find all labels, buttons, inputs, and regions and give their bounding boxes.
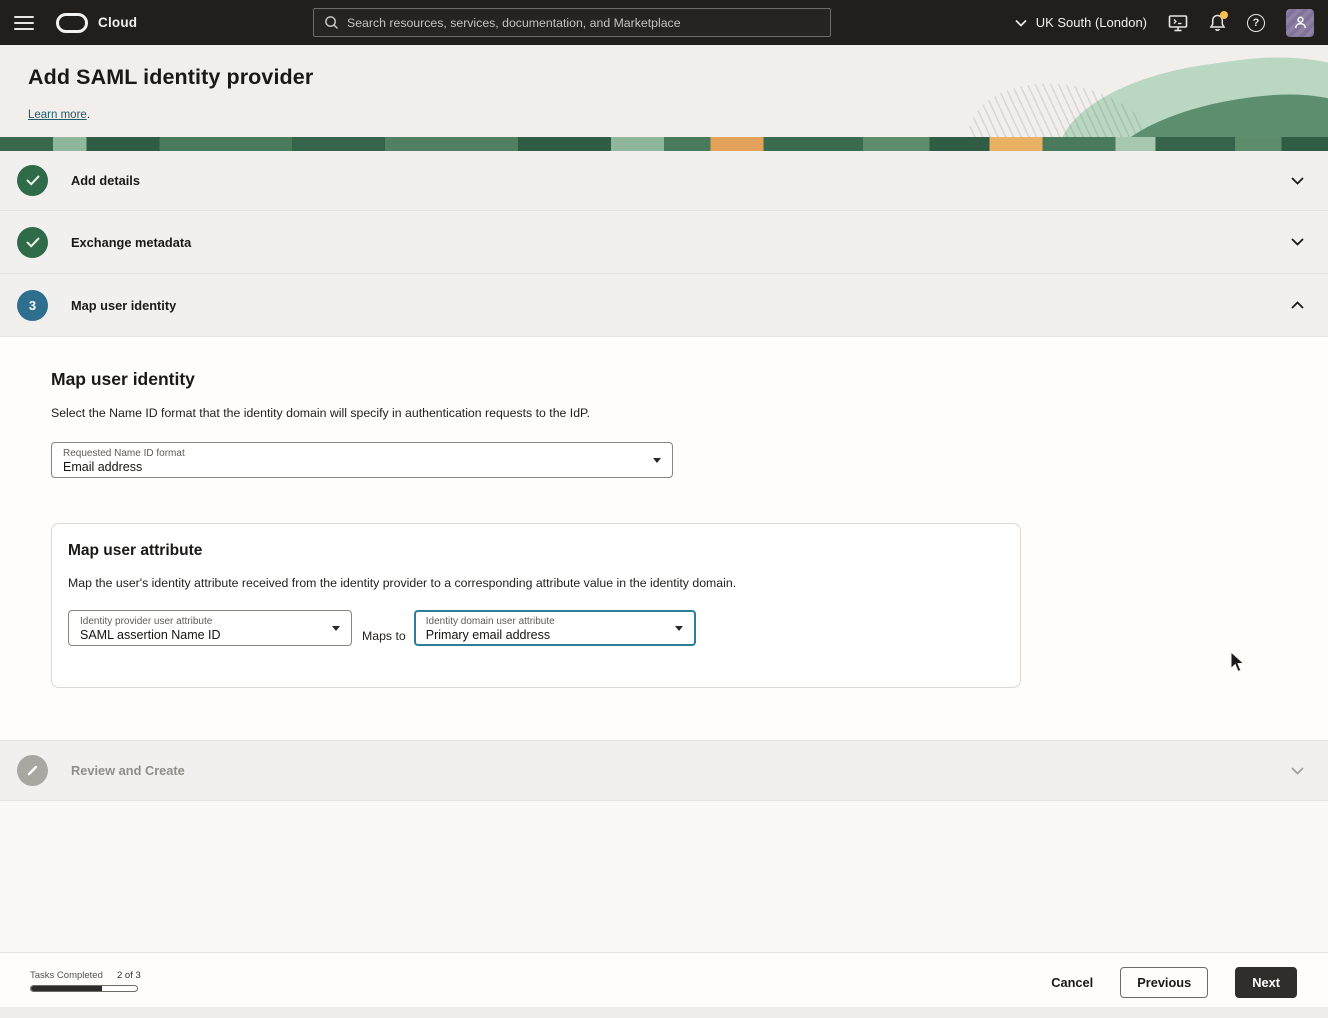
chevron-down-icon[interactable]: [1291, 177, 1304, 185]
dropdown-caret-icon: [653, 458, 661, 463]
learn-more-row: [28, 109, 90, 121]
bottom-strip: [0, 1007, 1328, 1018]
step-add-details[interactable]: [0, 151, 1328, 211]
cloud-shell-button[interactable]: [1168, 14, 1188, 32]
select-value: SAML assertion Name ID: [80, 628, 221, 642]
identity-domain-attribute-select[interactable]: [414, 610, 696, 646]
brand-logo[interactable]: [56, 13, 137, 33]
select-value: Primary email address: [425, 628, 551, 642]
learn-more-link[interactable]: Learn more: [28, 109, 87, 121]
step-label: Exchange metadata: [71, 234, 192, 250]
map-user-identity-panel: [0, 337, 1328, 741]
notification-badge: [1220, 11, 1228, 19]
select-label: Identity domain user attribute: [425, 616, 555, 627]
search-icon: [324, 15, 339, 30]
region-label: UK South (London): [1035, 15, 1147, 30]
maps-to-label: Maps to: [362, 629, 406, 643]
card-description: Map the user's identity attribute received from the identity provider to a corresponding attribute value in the identity domain.: [68, 576, 737, 590]
step-complete-icon: [17, 165, 48, 196]
step-exchange-metadata[interactable]: [0, 211, 1328, 274]
region-selector[interactable]: [1015, 15, 1147, 30]
step-number-badge: [17, 290, 48, 321]
chevron-up-icon[interactable]: [1291, 301, 1304, 309]
terminal-monitor-icon: [1168, 14, 1188, 32]
identity-provider-attribute-select[interactable]: [68, 610, 352, 646]
select-value: Email address: [63, 460, 143, 474]
dropdown-caret-icon: [675, 626, 683, 631]
select-label: Identity provider user attribute: [80, 616, 213, 627]
oracle-logo-icon: [56, 13, 88, 33]
tasks-completed-count: 2 of 3: [117, 970, 141, 981]
select-label: Requested Name ID format: [63, 448, 185, 459]
help-icon: ?: [1247, 14, 1265, 32]
brand-name: Cloud: [98, 15, 138, 30]
help-button[interactable]: [1247, 14, 1265, 32]
global-search[interactable]: [313, 8, 831, 37]
step-number: 3: [28, 297, 37, 313]
learn-more-period: .: [86, 109, 91, 121]
step-review-and-create[interactable]: [0, 741, 1328, 801]
dropdown-caret-icon: [332, 626, 340, 631]
notifications-button[interactable]: [1209, 14, 1226, 32]
hamburger-menu-icon[interactable]: [14, 16, 34, 30]
cancel-button[interactable]: Cancel: [1051, 975, 1094, 990]
user-avatar[interactable]: [1286, 9, 1314, 37]
page-title: Add SAML identity provider: [28, 65, 314, 89]
step-complete-icon: [17, 227, 48, 258]
search-input[interactable]: [347, 16, 820, 30]
step-map-user-identity[interactable]: [0, 274, 1328, 337]
chevron-down-icon: [1015, 19, 1027, 27]
top-navigation-bar: [0, 0, 1328, 45]
person-icon: [1293, 15, 1308, 30]
previous-button[interactable]: Previous: [1120, 967, 1208, 998]
step-label: Review and Create: [71, 763, 185, 778]
step-label: Map user identity: [71, 297, 177, 313]
chevron-down-icon[interactable]: [1291, 238, 1304, 246]
wizard-footer: [0, 952, 1328, 1018]
tasks-progress-bar: [30, 985, 138, 992]
content-spacer: [0, 801, 1328, 952]
next-button[interactable]: Next: [1235, 967, 1297, 998]
decorative-band: [0, 137, 1328, 151]
progress-fill: [31, 986, 102, 991]
step-label: Add details: [71, 173, 140, 188]
tasks-completed-label: Tasks Completed: [30, 970, 103, 981]
map-user-attribute-card: [51, 523, 1021, 688]
chevron-down-icon[interactable]: [1291, 767, 1304, 775]
step-pencil-icon: [17, 755, 48, 786]
requested-name-id-format-select[interactable]: [51, 442, 673, 478]
section-description: Select the Name ID format that the identity domain will specify in authentication requests to the IdP.: [51, 406, 591, 420]
card-heading: Map user attribute: [68, 542, 203, 559]
page-header: [0, 45, 1328, 137]
section-heading: Map user identity: [51, 369, 195, 389]
